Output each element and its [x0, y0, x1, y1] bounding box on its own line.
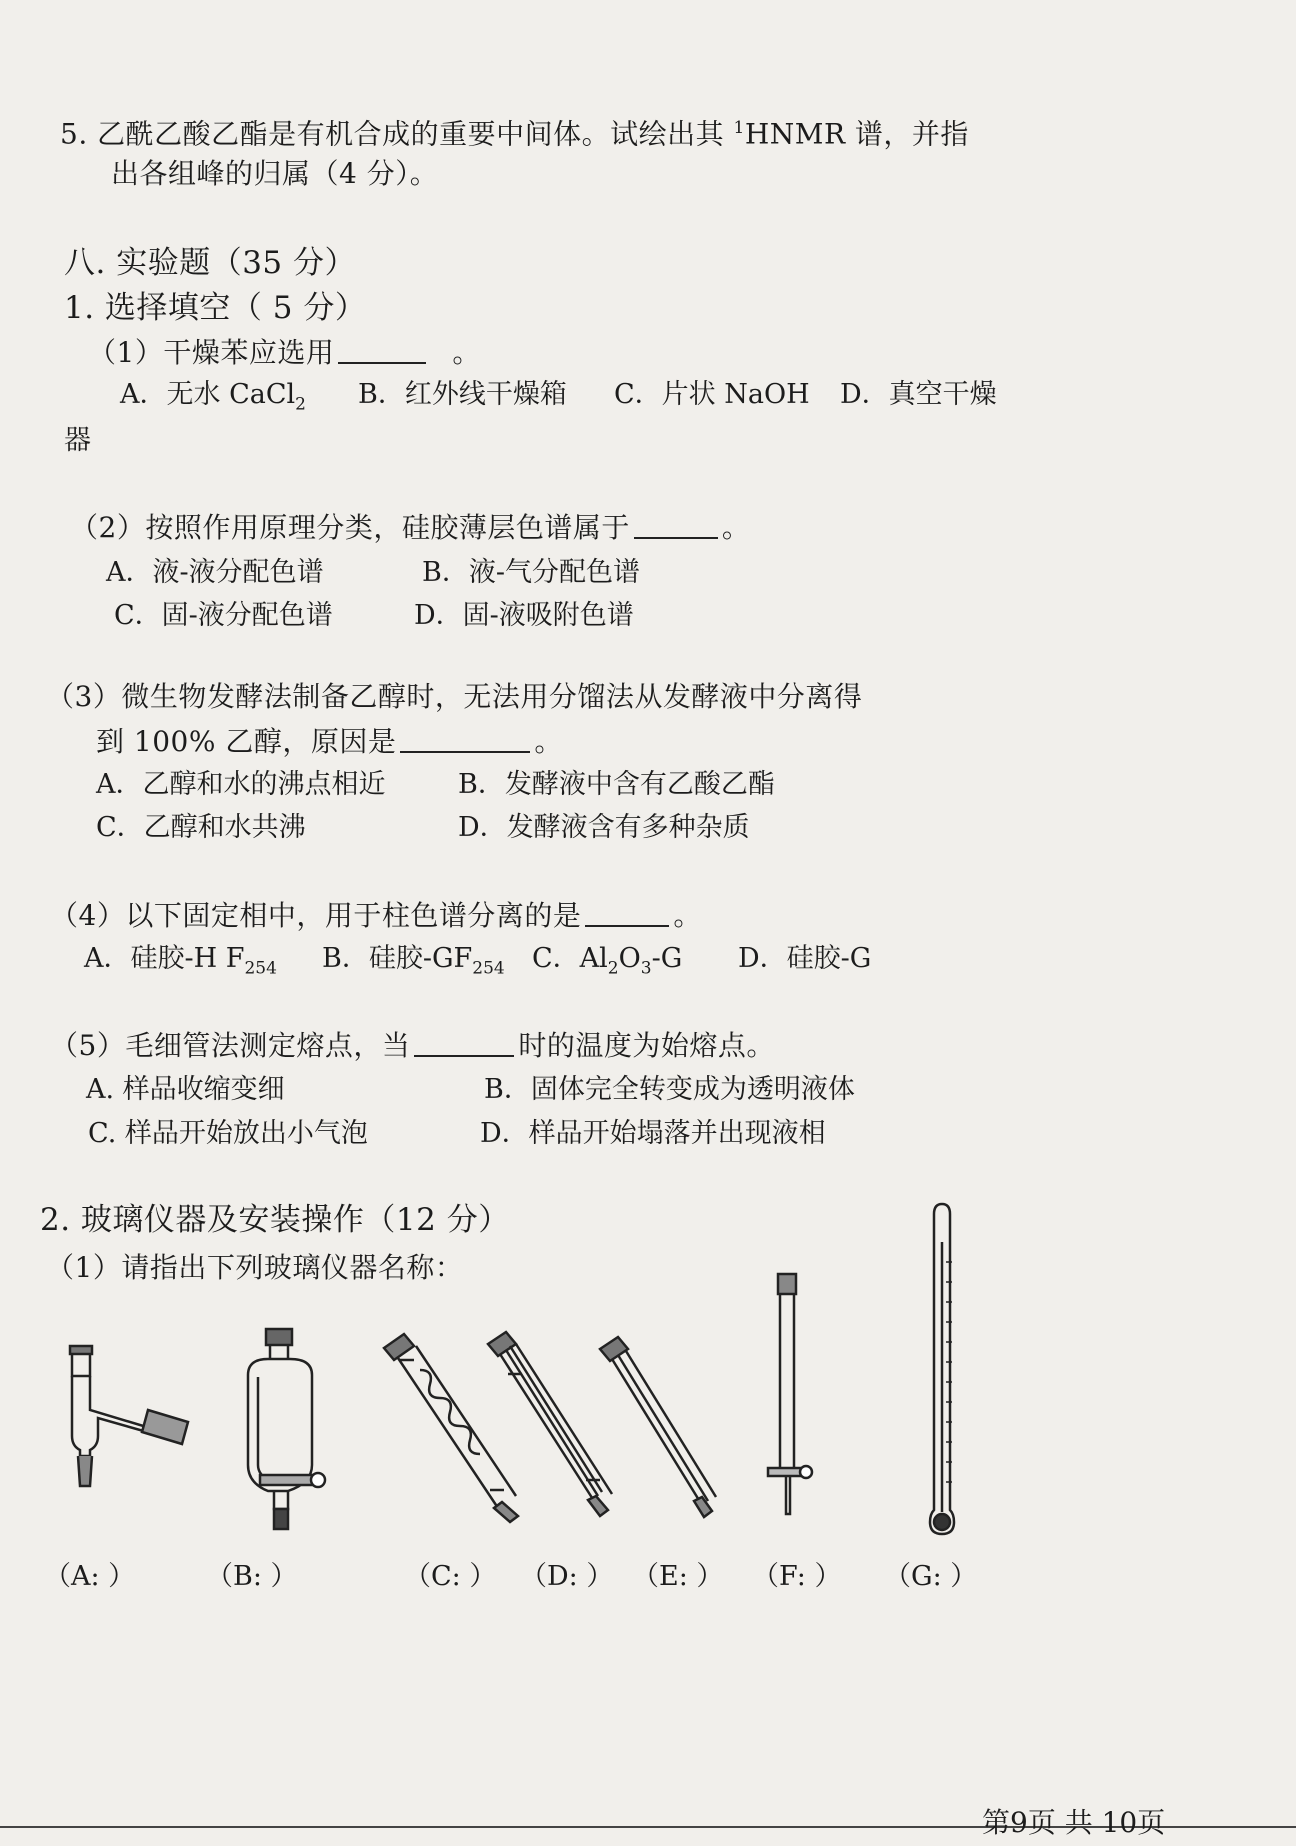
q5-option-b: B．固体完全转变成为透明液体	[484, 1074, 855, 1105]
q1-option-a: A．无水 CaCl$_2$	[120, 379, 306, 415]
apparatus-label-a: （A: ）	[44, 1561, 136, 1592]
apparatus-label-c: （C: ）	[404, 1561, 497, 1592]
q3-answer-blank[interactable]	[400, 725, 530, 753]
q2-option-d: D．固-液吸附色谱	[414, 600, 634, 631]
q5-stem: （5）毛细管法测定熔点，当 时的温度为始熔点。	[50, 1029, 775, 1062]
q1-option-d: D．真空干燥	[840, 379, 997, 410]
apparatus-label-d: （D: ）	[520, 1561, 614, 1592]
page-number: 第9页 共 10页	[982, 1806, 1166, 1839]
distillation-head-icon	[60, 1340, 200, 1500]
q5-option-d: D．样品开始塌落并出现液相	[480, 1118, 826, 1149]
q1-option-c: C．片状 NaOH	[614, 379, 810, 410]
q4-option-d: D．硅胶-G	[738, 943, 872, 974]
q4-stem: （4）以下固定相中，用于柱色谱分离的是 。	[50, 899, 702, 932]
q3-stem-line2: 到 100% 乙醇，原因是 。	[96, 725, 563, 758]
separatory-funnel-icon	[240, 1325, 330, 1535]
q1-option-b: B．红外线干燥箱	[358, 379, 567, 410]
air-condenser-icon	[594, 1335, 714, 1525]
q4-option-a: A．硅胶-H $F_{254}$	[84, 943, 277, 979]
part-2-question-1: （1）请指出下列玻璃仪器名称：	[46, 1251, 464, 1284]
q5-option-c: C. 样品开始放出小气泡	[88, 1118, 368, 1149]
q2-option-a: A．液-液分配色谱	[106, 557, 324, 588]
q5-answer-blank[interactable]	[414, 1029, 514, 1057]
q2-answer-blank[interactable]	[634, 511, 718, 539]
q3-option-d: D．发酵液含有多种杂质	[458, 812, 750, 843]
q3-option-a: A．乙醇和水的沸点相近	[96, 769, 386, 800]
section-title: 八. 实验题（35 分）	[64, 245, 357, 281]
q3-stem-line1: （3）微生物发酵法制备乙醇时，无法用分馏法从发酵液中分离得	[46, 680, 863, 713]
q4-answer-blank[interactable]	[585, 899, 669, 927]
part-1-title: 1. 选择填空（ 5 分）	[64, 290, 367, 326]
q3-option-b: B．发酵液中含有乙酸乙酯	[458, 769, 775, 800]
question-5-line2: 出各组峰的归属（4 分）。	[111, 157, 439, 190]
q4-option-b: B．硅胶$-GF_{254}$	[322, 943, 505, 979]
q1-stem: （1）干燥苯应选用 。	[88, 336, 481, 369]
apparatus-label-g: （G: ）	[884, 1561, 978, 1592]
q2-option-b: B．液-气分配色谱	[422, 557, 640, 588]
q1-option-d-wrap: 器	[64, 425, 91, 456]
apparatus-label-f: （F: ）	[752, 1561, 842, 1592]
q1-answer-blank[interactable]	[338, 336, 426, 364]
straight-condenser-icon	[482, 1330, 612, 1530]
q3-option-c: C．乙醇和水共沸	[96, 812, 306, 843]
apparatus-label-b: （B: ）	[206, 1561, 298, 1592]
q2-option-c: C．固-液分配色谱	[114, 600, 333, 631]
part-2-title: 2. 玻璃仪器及安装操作（12 分）	[40, 1202, 510, 1238]
burette-icon	[766, 1272, 816, 1520]
q5-option-a: A. 样品收缩变细	[86, 1074, 285, 1105]
q4-option-c: C．$Al_2O_3-G$	[532, 943, 683, 979]
thermometer-icon	[928, 1202, 958, 1538]
question-5-line1: 5. 乙酰乙酸乙酯是有机合成的重要中间体。试绘出其 $^1$HNMR 谱，并指	[60, 117, 969, 151]
apparatus-label-e: （E: ）	[632, 1561, 724, 1592]
q2-stem: （2）按照作用原理分类，硅胶薄层色谱属于 。	[70, 511, 751, 544]
